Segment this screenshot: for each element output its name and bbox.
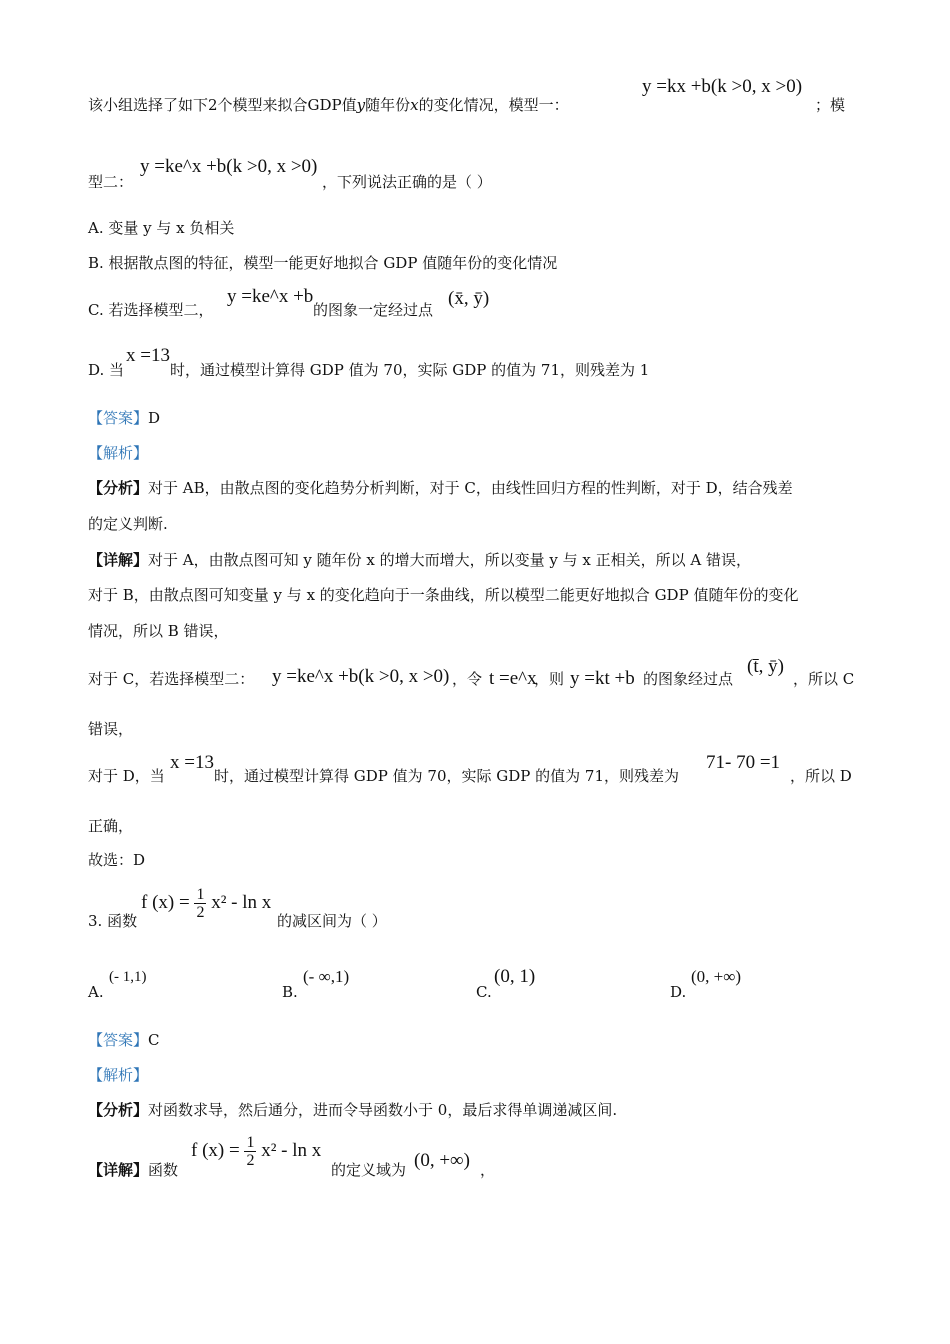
q2-detail-d-mid: 时，通过模型计算得 GDP 值为 70，实际 GDP 的值为 71，则残差为 — [214, 767, 679, 785]
model2-text: y =ke^x +b(k >0, x >0) — [140, 156, 318, 177]
detail-label: 【详解】 — [88, 1161, 149, 1179]
answer-label: 【答案】 — [88, 1031, 149, 1049]
detail-label: 【详解】 — [88, 551, 149, 569]
func-rhs: x² - ln x — [211, 891, 272, 913]
q2-detail-d2: 正确， — [88, 817, 134, 835]
q2-stem-text: 的变化情况，模型一： — [418, 96, 569, 114]
q3-stem-suffix: 的减区间为（ ） — [277, 912, 387, 930]
q3-stem-prefix: 3. 函数 — [88, 912, 138, 930]
q2-stem-text: 该小组选择了如下2个模型来拟合GDP值 — [88, 96, 357, 114]
q2-detail-b1: 对于 B，由散点图可知变量 y 与 x 的变化趋向于一条曲线，所以模型二能更好地拟合 GDP 值随年份的变化 — [88, 586, 799, 604]
q2-fenxi — [88, 478, 793, 498]
frac-num: 1 — [196, 886, 205, 903]
q3-option-a — [88, 983, 104, 1001]
detail-c-point: (t̄, ȳ) — [747, 656, 784, 677]
detail-c-line: y =kt +b — [570, 668, 635, 689]
fenxi-label: 【分析】 — [88, 1101, 149, 1119]
model2-formula — [140, 156, 317, 178]
option-label: D. — [670, 983, 687, 1001]
var-y: y — [356, 96, 366, 114]
q2-fenxi-cont: 的定义判断. — [88, 515, 168, 533]
option-label: A. — [88, 983, 104, 1001]
q2-answer — [88, 408, 160, 428]
q2-option-d-prefix: D. 当 — [88, 361, 125, 379]
answer-value: C — [148, 1031, 160, 1049]
q3-answer — [88, 1030, 160, 1050]
q2-detail-c2: 错误， — [88, 720, 134, 738]
fenxi-text: 对函数求导，然后通分，进而令导函数小于 0，最后求得单调递减区间. — [148, 1101, 618, 1119]
q2-option-c-prefix: C. 若选择模型二， — [88, 301, 214, 319]
option-d-formula: x =13 — [126, 345, 170, 366]
q3-option-d — [670, 983, 686, 1001]
q3-domain: (0, +∞) — [414, 1150, 470, 1171]
detail-text: 函数 — [148, 1161, 179, 1179]
q3-detail-function — [191, 1134, 321, 1169]
frac-den: 2 — [196, 904, 205, 921]
q2-analysis-label: 【解析】 — [88, 444, 149, 462]
option-label: B. — [282, 983, 298, 1001]
q3-option-c-value: (0, 1) — [494, 966, 536, 987]
q2-stem-line1 — [88, 95, 569, 115]
option-label: C. — [476, 983, 492, 1001]
q2-stem-text: 随年份 — [365, 96, 411, 114]
q3-fenxi — [88, 1100, 617, 1120]
q3-detail-prefix — [88, 1160, 178, 1180]
q2-option-a: A. 变量 y 与 x 负相关 — [88, 219, 235, 237]
detail-c-sub: t =e^x — [489, 668, 537, 689]
q3-option-b-value: (- ∞,1) — [303, 967, 350, 986]
func-rhs: x² - ln x — [261, 1139, 322, 1161]
q2-detail-c-let: ，令 — [452, 670, 483, 688]
q3-option-a-value: (- 1,1) — [109, 969, 147, 985]
q2-detail-d-end: ，所以 D — [790, 767, 852, 785]
q2-detail-c-then: ，则 — [534, 670, 565, 688]
q2-detail-c-prefix: 对于 C，若选择模型二： — [88, 670, 255, 688]
model1-formula: y =kx +b(k >0, x >0) — [642, 76, 803, 97]
option-c-point: (x̄, ȳ) — [448, 288, 490, 309]
q2-detail-c-mid: 的图象经过点 — [643, 670, 734, 688]
q3-option-d-value: (0, +∞) — [691, 967, 742, 986]
option-c-formula: y =ke^x +b — [227, 286, 314, 307]
q2-detail-c-end: ，所以 C — [793, 670, 855, 688]
q3-detail-end: ， — [480, 1161, 496, 1179]
fraction-half — [194, 886, 206, 921]
detail-d-calc: 71- 70 =1 — [706, 752, 781, 773]
q3-option-b — [282, 983, 298, 1001]
detail-c-model: y =ke^x +b(k >0, x >0) — [272, 666, 450, 687]
q3-analysis-label: 【解析】 — [88, 1066, 149, 1084]
q2-detail-d-prefix: 对于 D，当 — [88, 767, 165, 785]
fenxi-text: 对于 AB，由散点图的变化趋势分析判断，对于 C，由线性回归方程的性判断，对于 D，结合残差 — [148, 479, 793, 497]
func-lhs: f (x) = — [141, 891, 190, 913]
q3-function — [141, 886, 271, 921]
q2-option-c-mid: 的图象一定经过点 — [313, 301, 434, 319]
fraction-half — [244, 1134, 256, 1169]
q2-conclusion: 故选：D — [88, 851, 146, 869]
detail-d-expr: x =13 — [170, 752, 214, 773]
q2-question: ，下列说法正确的是（ ） — [322, 173, 492, 191]
q2-detail-b2: 情况，所以 B 错误， — [88, 622, 229, 640]
frac-num: 1 — [246, 1134, 255, 1151]
q2-detail-a — [88, 550, 751, 570]
fenxi-label: 【分析】 — [88, 479, 149, 497]
q2-option-b: B. 根据散点图的特征，模型一能更好地拟合 GDP 值随年份的变化情况 — [88, 254, 558, 272]
answer-value: D — [148, 409, 161, 427]
q2-stem-line2: 型二： — [88, 173, 134, 191]
var-x: x — [410, 96, 419, 114]
q3-detail-mid: 的定义域为 — [331, 1161, 407, 1179]
func-lhs: f (x) = — [191, 1139, 240, 1161]
frac-den: 2 — [246, 1152, 255, 1169]
q3-option-c — [476, 983, 492, 1001]
q2-stem-end: ；模 — [815, 96, 846, 114]
detail-text: 对于 A，由散点图可知 y 随年份 x 的增大而增大，所以变量 y 与 x 正相关，所以 A 错误， — [148, 551, 752, 569]
q2-option-d-text: 时，通过模型计算得 GDP 值为 70，实际 GDP 的值为 71，则残差为 1 — [170, 361, 650, 379]
answer-label: 【答案】 — [88, 409, 149, 427]
